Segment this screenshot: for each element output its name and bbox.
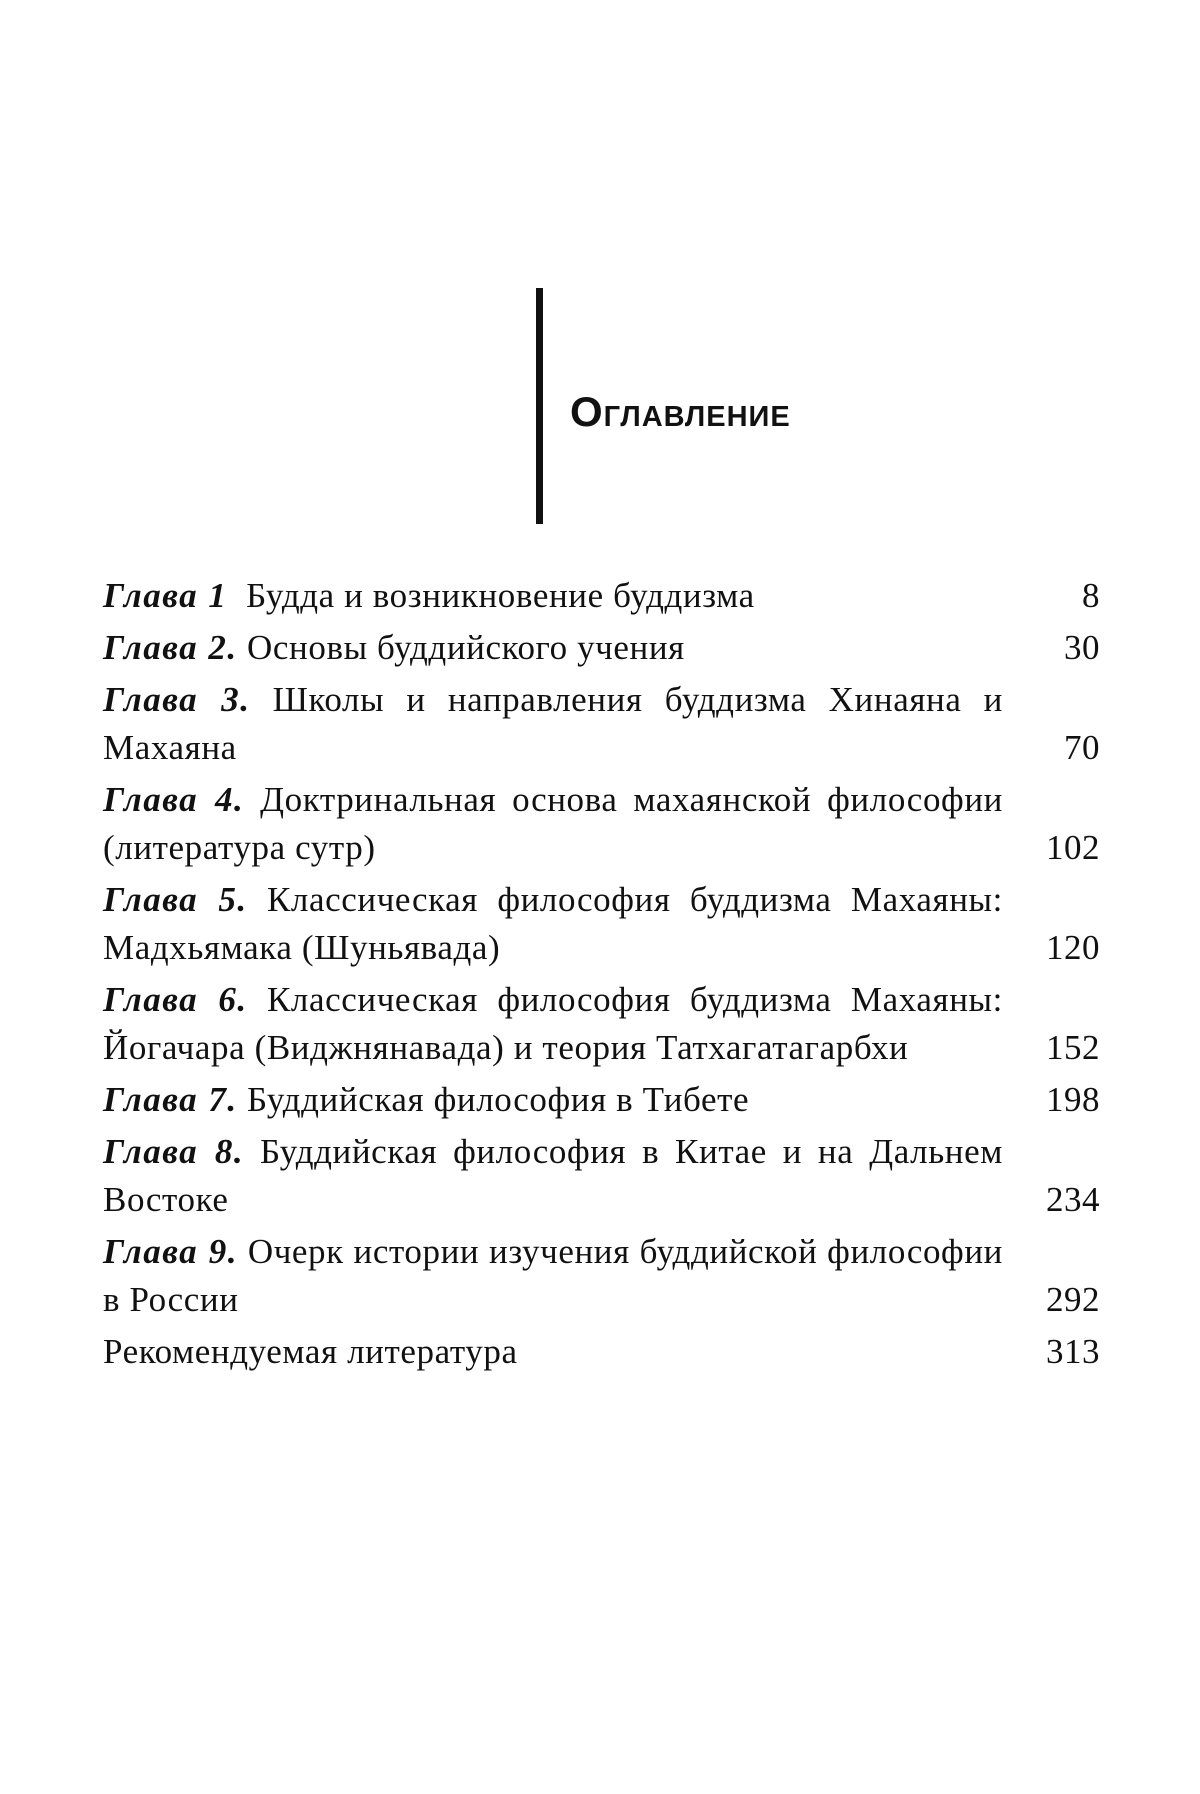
page-number: 234: [1046, 1180, 1100, 1219]
toc-entry-chapter-5[interactable]: [103, 876, 1100, 972]
chapter-label: Глава 8.: [103, 1132, 245, 1171]
page-number: 102: [1046, 828, 1100, 867]
chapter-label: Глава 7.: [103, 1080, 238, 1119]
chapter-title: Основы буддийского учения: [247, 628, 685, 667]
chapter-label: Глава 1: [103, 576, 228, 615]
page-number: 70: [1064, 728, 1100, 767]
chapter-title: Буддийская философия в Тибете: [247, 1080, 750, 1119]
vertical-rule: [536, 288, 543, 524]
toc-entry-chapter-2[interactable]: [103, 624, 1100, 672]
chapter-label: Глава 3.: [103, 680, 251, 719]
chapter-label: Глава 4.: [103, 780, 245, 819]
chapter-label: Глава 5.: [103, 880, 248, 919]
chapter-title: Рекомендуемая литература: [103, 1332, 518, 1371]
chapter-title: Будда и возникновение буддизма: [246, 576, 755, 615]
page-number: 30: [1064, 628, 1100, 667]
page-number: 8: [1082, 576, 1100, 615]
toc-entry-chapter-8[interactable]: [103, 1128, 1100, 1224]
toc-entry-chapter-4[interactable]: [103, 776, 1100, 872]
page-number: 120: [1046, 928, 1100, 967]
page-number: 152: [1046, 1028, 1100, 1067]
toc-entry-chapter-7[interactable]: [103, 1076, 1100, 1124]
page-number: 313: [1046, 1332, 1100, 1371]
toc-entry-chapter-1[interactable]: [103, 572, 1100, 620]
chapter-label: Глава 9.: [103, 1232, 239, 1271]
chapter-label: Глава 2.: [103, 628, 238, 667]
page-title: Оглавление: [570, 388, 791, 435]
page-number: 292: [1046, 1280, 1100, 1319]
toc-entry-recommended-literature[interactable]: [103, 1328, 1100, 1376]
chapter-title: Доктринальная основа махаянской философии (литература сутр): [103, 780, 1003, 867]
chapter-title: Классическая философия буддизма Махаяны: Йогачара (Виджнянавада) и теория Татхагатагарбхи: [103, 980, 1003, 1067]
toc-entry-chapter-3[interactable]: [103, 676, 1100, 772]
chapter-title: Очерк истории изучения буддийской философии в России: [103, 1232, 1003, 1319]
toc-entry-chapter-9[interactable]: [103, 1228, 1100, 1324]
table-of-contents: [103, 572, 1100, 1380]
chapter-title: Школы и направления буддизма Хинаяна и Махаяна: [103, 680, 1003, 767]
page-number: 198: [1046, 1080, 1100, 1119]
chapter-title: Классическая философия буддизма Махаяны: Мадхьямака (Шуньявада): [103, 880, 1003, 967]
toc-entry-chapter-6[interactable]: [103, 976, 1100, 1072]
chapter-title: Буддийская философия в Китае и на Дальнем Востоке: [103, 1132, 1004, 1219]
chapter-label: Глава 6.: [103, 980, 248, 1019]
